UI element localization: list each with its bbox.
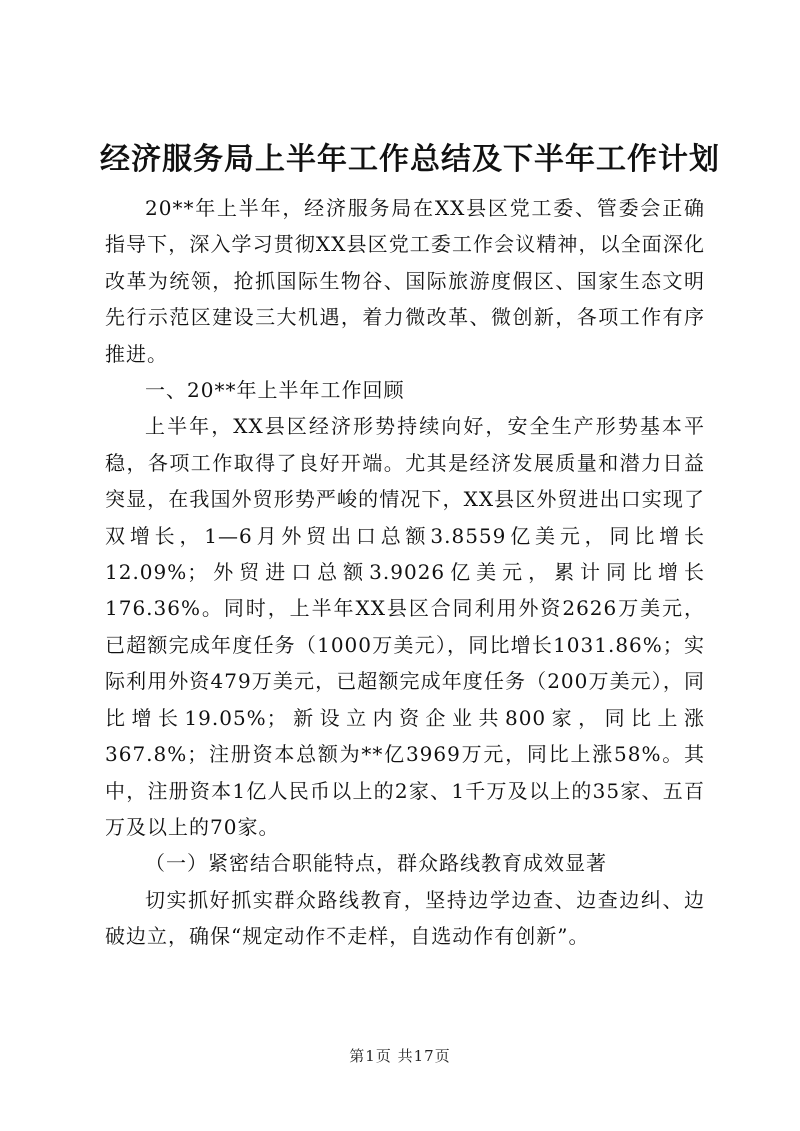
intro-paragraph: 20**年上半年，经济服务局在XX县区党工委、管委会正确指导下，深入学习贯彻XX县区党工委工作会议精神，以全面深化改革为统领，抢抓国际生物谷、国际旅游度假区、国家生态文明先行示范区建设三大机遇，着力微改革、微创新，各项工作有序推进。: [105, 196, 705, 366]
document-title: 经济服务局上半年工作总结及下半年工作计划: [100, 142, 720, 177]
page-footer: 第1页 共17页: [349, 1047, 451, 1065]
subsection-heading-mass-line: （一）紧密结合职能特点，群众路线教育成效显著: [145, 851, 607, 876]
mass-line-paragraph: 切实抓好抓实群众路线教育，坚持边学边查、边查边纠、边破边立，确保“规定动作不走样，自选动作有创新”。: [105, 887, 705, 949]
section-heading-review: 一、20**年上半年工作回顾: [145, 378, 405, 403]
document-body: [105, 190, 705, 955]
review-paragraph: 上半年，XX县区经济形势持续向好，安全生产形势基本平稳，各项工作取得了良好开端。尤其是经济发展质量和潜力日益突显，在我国外贸形势严峻的情况下，XX县区外贸进出口实现了双增长，1—6月外贸出口总额3.8559亿美元，同比增长12.09%；外贸进口总额3.9026亿美元，累计同比增长176.36%。同时，上半年XX县区合同利用外资2626万美元，已超额完成年度任务（1000万美元），同比增长1031.86%；实际利用外资479万美元，已超额完成年度任务（200万美元），同比增长19.05%；新设立内资企业共800家，同比上涨367.8%；注册资本总额为**亿3969万元，同比上涨58%。其中，注册资本1亿人民币以上的2家、1千万及以上的35家、五百万及以上的70家。: [105, 414, 705, 839]
